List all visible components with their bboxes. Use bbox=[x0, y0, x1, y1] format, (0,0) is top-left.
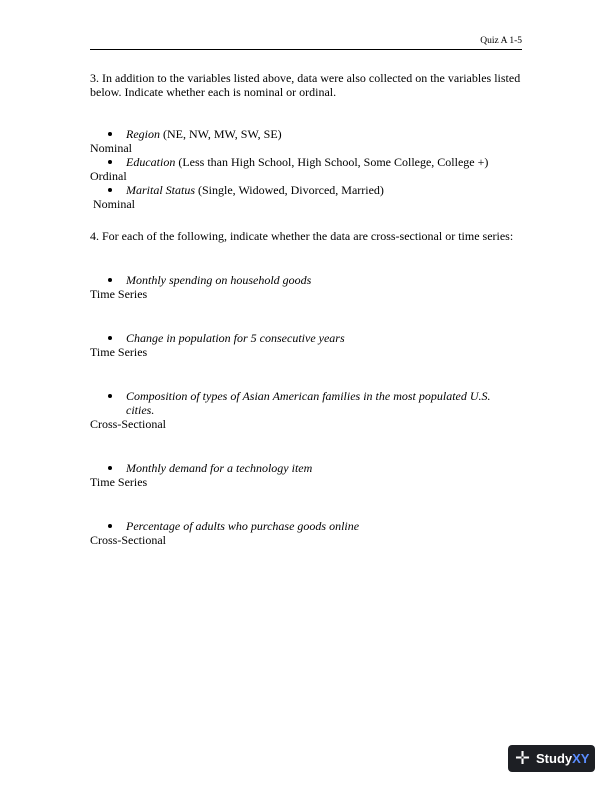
bullet-icon bbox=[108, 466, 112, 470]
answer: Nominal bbox=[90, 141, 132, 155]
variable-detail: (Less than High School, High School, Some College, College +) bbox=[175, 155, 489, 169]
bullet-icon bbox=[108, 336, 112, 340]
plus-icon: ✛ bbox=[515, 748, 531, 768]
list-item bbox=[90, 127, 522, 141]
bullet-icon bbox=[108, 160, 112, 164]
variable-name: Education bbox=[126, 155, 176, 169]
list-item bbox=[90, 273, 522, 287]
answer: Time Series bbox=[90, 287, 148, 301]
answer: Time Series bbox=[90, 475, 148, 489]
brand-name bbox=[536, 745, 589, 772]
bullet-icon bbox=[108, 278, 112, 282]
list-item bbox=[90, 183, 522, 197]
brand-accent: XY bbox=[572, 751, 590, 766]
item-text: Monthly demand for a technology item bbox=[126, 461, 313, 475]
question-3 bbox=[90, 71, 522, 211]
header-label: Quiz A 1-5 bbox=[480, 36, 522, 46]
list-item bbox=[90, 155, 522, 169]
item-text: Percentage of adults who purchase goods online bbox=[126, 519, 360, 533]
item-text: Composition of types of Asian American families in the most populated U.S. cities. bbox=[126, 389, 491, 417]
bullet-icon bbox=[108, 132, 112, 136]
answer: Nominal bbox=[90, 197, 135, 211]
bullet-icon bbox=[108, 188, 112, 192]
item-text: Monthly spending on household goods bbox=[126, 273, 312, 287]
list-item bbox=[90, 461, 522, 475]
bullet-icon bbox=[108, 524, 112, 528]
answer: Ordinal bbox=[90, 169, 127, 183]
variable-detail: (NE, NW, MW, SW, SE) bbox=[160, 127, 282, 141]
bullet-icon bbox=[108, 394, 112, 398]
list-item bbox=[90, 331, 522, 345]
question-4 bbox=[90, 229, 522, 547]
item-text: Change in population for 5 consecutive years bbox=[126, 331, 345, 345]
studyxy-badge[interactable] bbox=[508, 745, 595, 772]
variable-detail: (Single, Widowed, Divorced, Married) bbox=[195, 183, 384, 197]
question-3-prompt: 3. In addition to the variables listed above, data were also collected on the variables listed below. Indicate whether each is nominal or ordinal. bbox=[90, 71, 521, 99]
brand-main: Study bbox=[536, 751, 573, 766]
answer: Cross-Sectional bbox=[90, 417, 166, 431]
list-item bbox=[90, 519, 522, 533]
list-item bbox=[90, 389, 522, 417]
question-4-prompt: 4. For each of the following, indicate whether the data are cross-sectional or time series: bbox=[90, 229, 514, 243]
answer: Cross-Sectional bbox=[90, 533, 166, 547]
page-header bbox=[90, 36, 522, 50]
answer: Time Series bbox=[90, 345, 148, 359]
variable-name: Marital Status bbox=[126, 183, 196, 197]
variable-name: Region bbox=[126, 127, 160, 141]
